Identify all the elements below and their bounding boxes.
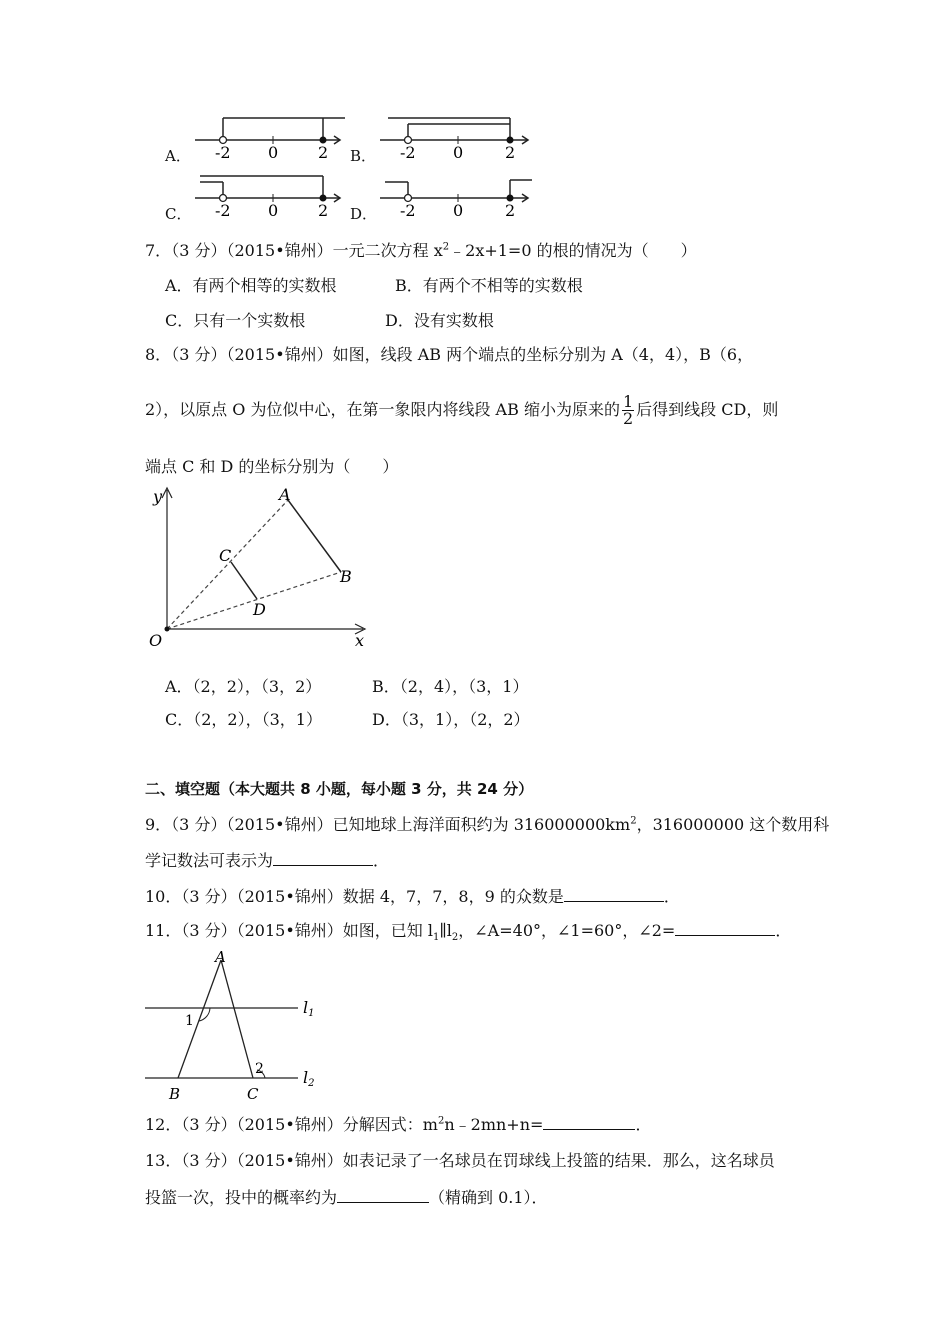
tick-label: 2 <box>505 143 516 162</box>
angle-label-2: 2 <box>255 1061 264 1077</box>
tick-label: 2 <box>505 201 516 220</box>
q7-stem: 7．（3 分）（2015•锦州）一元二次方程 $x^2﹣2x+1=0$ 的根的情况为（ ） <box>145 241 697 260</box>
q7-option-d: D．没有实数根 <box>385 311 494 330</box>
q9-stem-line1: 9．（3 分）（2015•锦州）已知地球上海洋面积约为 $316000000km^2$，316000000 这个数用科 <box>145 815 830 834</box>
line-label-l1: l1 <box>303 998 315 1019</box>
point-label-c: C <box>219 546 232 565</box>
q7-option-a: A．有两个相等的实数根 <box>165 276 337 295</box>
tick-label: 0 <box>268 143 279 162</box>
point-label-c: C <box>247 1085 259 1103</box>
q8-option-d: D．（3，1），（2，2） <box>372 710 530 729</box>
line-label-l2: l2 <box>303 1068 315 1089</box>
q6-option-d-number-line <box>380 170 535 220</box>
q6-option-a-number-line <box>195 112 345 162</box>
fraction-one-half: $\frac{1}{2}$ <box>622 392 634 428</box>
point-label-d: D <box>253 600 266 619</box>
q8-option-c: C．（2，2），（3，1） <box>165 710 322 729</box>
q8-coordinate-figure <box>143 484 373 649</box>
angle-label-1: 1 <box>185 1013 194 1029</box>
q6-option-d-label: D． <box>350 205 378 223</box>
point-label-o: O <box>149 631 163 649</box>
answer-blank[interactable] <box>543 1115 635 1130</box>
q7-option-c: C．只有一个实数根 <box>165 311 306 330</box>
q9-stem-line2: 学记数法可表示为 ． <box>145 851 390 870</box>
q13-stem-line2: 投篮一次，投中的概率约为 （精确到 0.1）． <box>145 1188 548 1207</box>
q6-option-b-number-line <box>380 112 535 162</box>
q8-option-a: A．（2，2），（3，2） <box>165 677 322 696</box>
q11-stem: 11．（3 分）（2015•锦州）如图，已知 $l_1\parallel l_2$，∠A=40°，∠1=60°，∠2= ． <box>145 921 792 944</box>
answer-blank[interactable] <box>273 851 373 866</box>
point-label-a: A <box>279 485 291 504</box>
point-label-b: B <box>169 1085 181 1103</box>
q10-stem: 10．（3 分）（2015•锦州）数据 4，7，7，8，9 的众数是 ． <box>145 887 680 906</box>
tick-label: 0 <box>453 143 464 162</box>
point-label-a: A <box>215 948 226 966</box>
q6-option-c-label: C． <box>165 205 192 223</box>
tick-label: -2 <box>215 201 231 220</box>
q6-option-a-label: A． <box>165 147 191 165</box>
point-label-b: B <box>340 567 352 586</box>
answer-blank[interactable] <box>564 887 664 902</box>
q6-option-b-label: B． <box>350 147 377 165</box>
q6-option-c-number-line <box>195 170 345 220</box>
tick-label: 2 <box>318 143 329 162</box>
tick-label: 2 <box>318 201 329 220</box>
tick-label: -2 <box>215 143 231 162</box>
tick-label: -2 <box>400 143 416 162</box>
q13-stem-line1: 13．（3 分）（2015•锦州）如表记录了一名球员在罚球线上投篮的结果．那么，这名球员 <box>145 1151 775 1170</box>
tick-label: 0 <box>268 201 279 220</box>
q7-option-b: B．有两个不相等的实数根 <box>395 276 583 295</box>
q8-stem-line1: 8．（3 分）（2015•锦州）如图，线段 AB 两个端点的坐标分别为 A（4，4），B（6， <box>145 345 754 364</box>
q8-stem-line3: 端点 C 和 D 的坐标分别为（ ） <box>145 457 399 476</box>
answer-blank[interactable] <box>675 921 775 936</box>
axis-label-y: y <box>153 487 163 506</box>
q12-stem: 12．（3 分）（2015•锦州）分解因式：$m^2n﹣2mn+n=$ ． <box>145 1115 652 1134</box>
tick-label: 0 <box>453 201 464 220</box>
tick-label: -2 <box>400 201 416 220</box>
q11-parallel-lines-figure <box>143 946 343 1104</box>
q8-stem-line2: 2），以原点 O 为位似中心，在第一象限内将线段 AB 缩小为原来的 $\frac{1}{2}$ 后得到线段 CD，则 <box>145 392 779 428</box>
axis-label-x: x <box>355 631 365 649</box>
answer-blank[interactable] <box>337 1188 429 1203</box>
section-title-fill-in: 二、填空题（本大题共 8 小题，每小题 3 分，共 24 分） <box>145 780 534 798</box>
q8-option-b: B．（2，4），（3，1） <box>372 677 529 696</box>
